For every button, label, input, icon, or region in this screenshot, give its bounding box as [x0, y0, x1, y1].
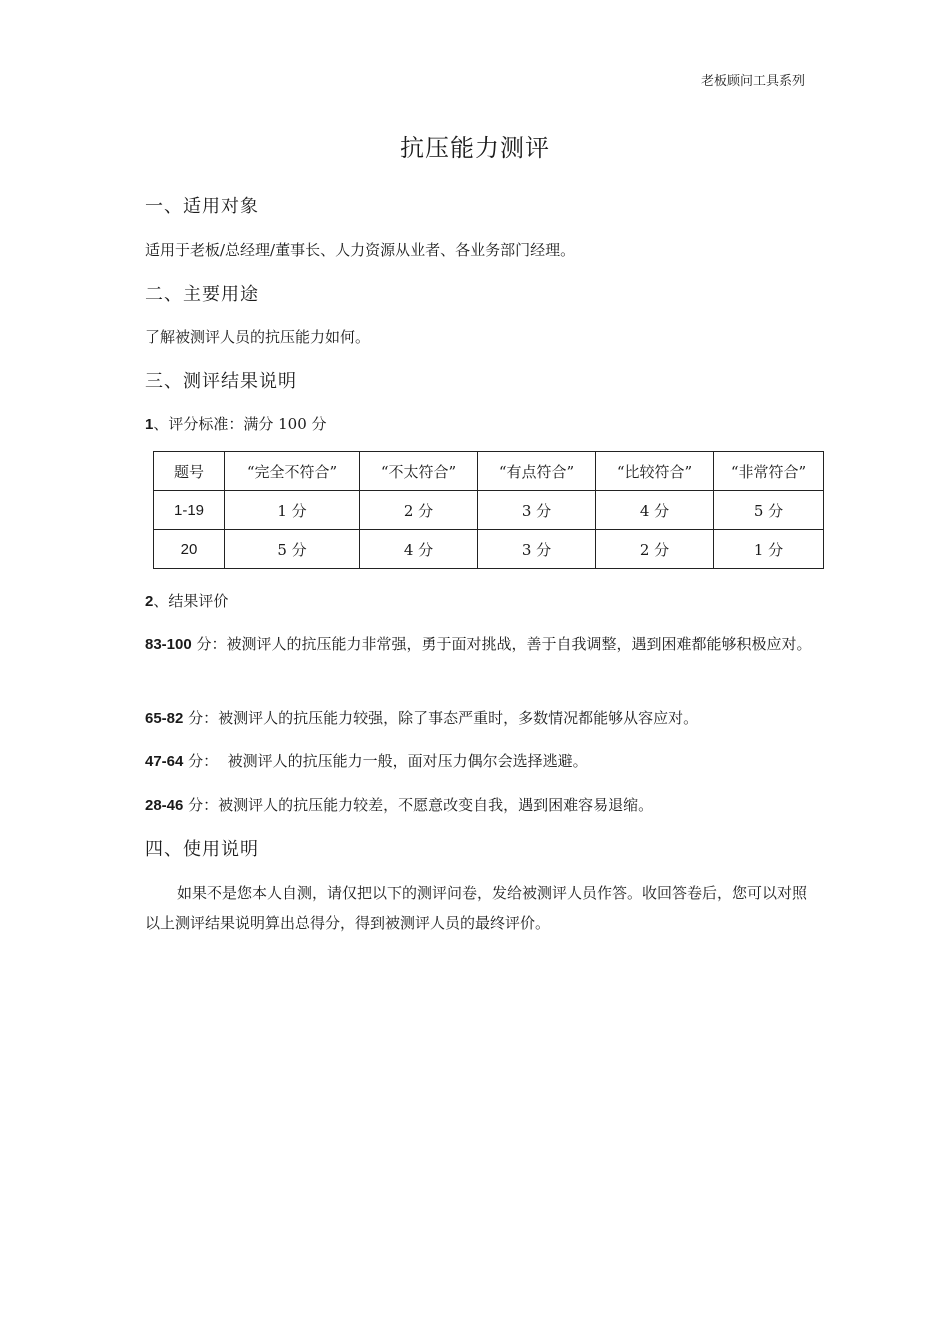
table-cell: 2 分	[360, 491, 478, 530]
evaluation-range: 28-46	[145, 797, 184, 814]
scoring-standard-text: 、评分标准：满分 100 分	[153, 415, 327, 433]
result-evaluation-text: 、结果评价	[153, 592, 229, 610]
table-cell: 4 分	[596, 491, 714, 530]
scoring-standard-line	[145, 409, 815, 440]
result-evaluation-number: 2	[145, 593, 154, 610]
table-header-cell: “有点符合”	[478, 452, 596, 491]
section-heading-usage: 二、主要用途	[145, 284, 259, 305]
table-cell: 4 分	[360, 530, 478, 569]
evaluation-range: 83-100	[145, 636, 192, 653]
header-series-label: 老板顾问工具系列	[700, 74, 805, 89]
table-header-cell: “比较符合”	[596, 452, 714, 491]
table-cell: 1-19	[154, 491, 225, 530]
table-cell: 5 分	[225, 530, 360, 569]
table-header-cell: “不太符合”	[360, 452, 478, 491]
table-cell: 1 分	[714, 530, 824, 569]
table-cell: 2 分	[596, 530, 714, 569]
score-table	[153, 451, 824, 569]
section-heading-instructions: 四、使用说明	[145, 839, 259, 860]
table-row	[154, 491, 824, 530]
evaluation-item	[145, 703, 815, 734]
table-header-cell: “完全不符合”	[225, 452, 360, 491]
table-header-cell: 题号	[154, 452, 225, 491]
evaluation-range: 47-64	[145, 753, 184, 770]
evaluation-text: 分： 被测评人的抗压能力一般，面对压力偶尔会选择逃避。	[183, 752, 588, 770]
evaluation-item	[145, 790, 815, 821]
section-text-target: 适用于老板/总经理/董事长、人力资源从业者、各业务部门经理。	[145, 241, 576, 259]
section-heading-results: 三、测评结果说明	[145, 371, 297, 392]
evaluation-text: 分：被测评人的抗压能力较差，不愿意改变自我，遇到困难容易退缩。	[183, 796, 654, 814]
result-evaluation-line	[145, 586, 815, 617]
table-cell: 3 分	[478, 530, 596, 569]
evaluation-item	[145, 746, 815, 777]
section-text-usage: 了解被测评人员的抗压能力如何。	[145, 328, 371, 346]
scoring-standard-number: 1	[145, 416, 154, 433]
table-cell: 5 分	[714, 491, 824, 530]
evaluation-item	[145, 629, 815, 660]
evaluation-text: 分：被测评人的抗压能力非常强，勇于面对挑战，善于自我调整，遇到困难都能够积极应对。	[191, 635, 812, 653]
page-title: 抗压能力测评	[400, 134, 550, 162]
table-cell: 3 分	[478, 491, 596, 530]
evaluation-range: 65-82	[145, 710, 184, 727]
table-row	[154, 530, 824, 569]
table-cell: 1 分	[225, 491, 360, 530]
section-text-instructions: 如果不是您本人自测，请仅把以下的测评问卷，发给被测评人员作答。收回答卷后，您可以对照以上测评结果说明算出总得分，得到被测评人员的最终评价。	[145, 884, 808, 932]
table-header-row	[154, 452, 824, 491]
evaluation-text: 分：被测评人的抗压能力较强，除了事态严重时，多数情况都能够从容应对。	[183, 709, 699, 727]
table-cell: 20	[154, 530, 225, 569]
table-header-cell: “非常符合”	[714, 452, 824, 491]
section-heading-target: 一、适用对象	[145, 196, 259, 217]
